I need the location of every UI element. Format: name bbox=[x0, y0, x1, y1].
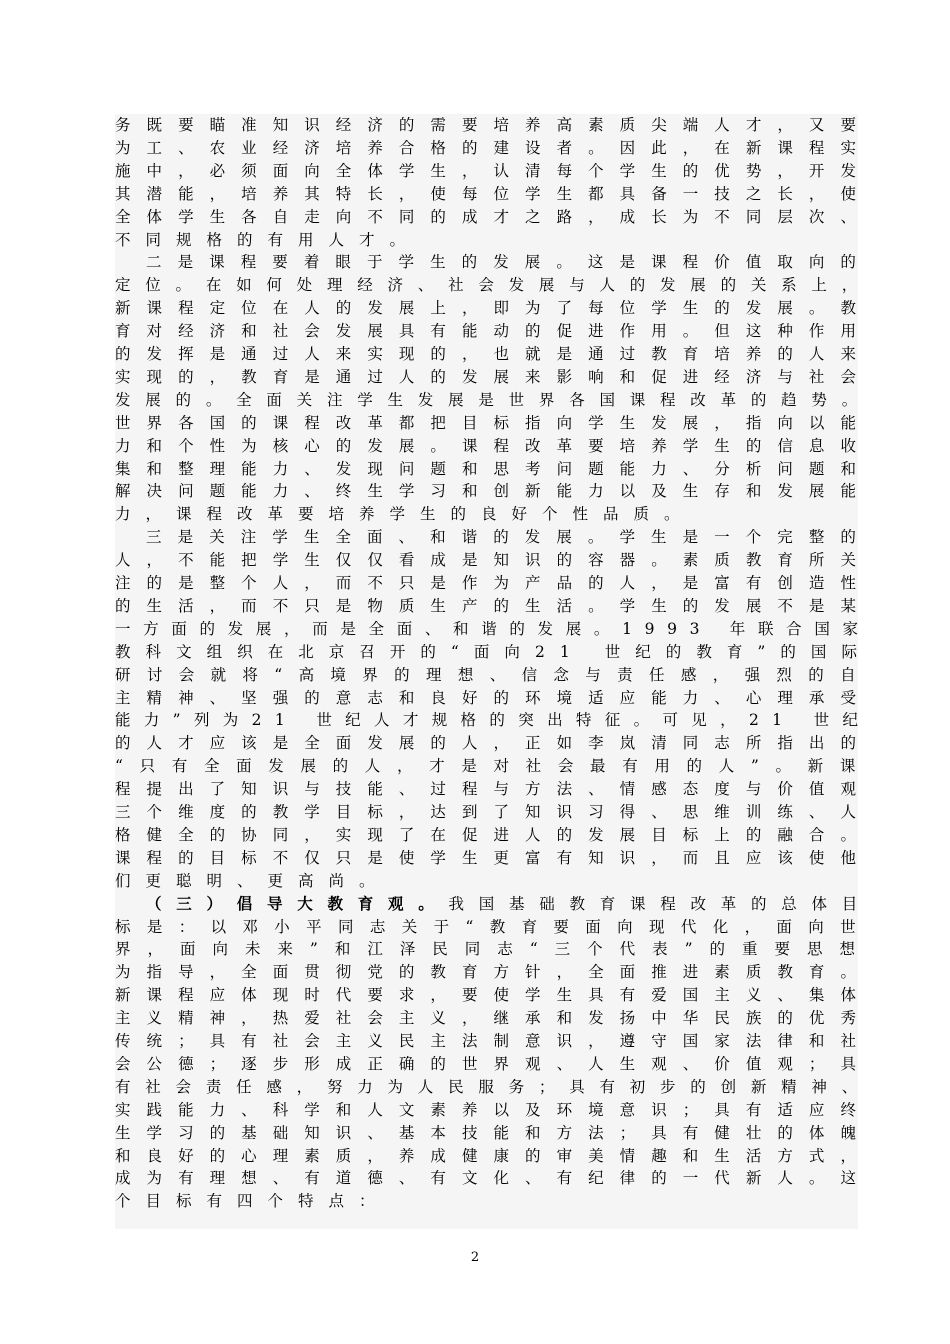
line-text: 育对经济和社会发展具有能动的促进作用。但这种作用 bbox=[115, 322, 872, 341]
text-line-content bbox=[115, 618, 871, 640]
text-line bbox=[115, 1190, 858, 1212]
text-line bbox=[115, 458, 872, 480]
text-line bbox=[115, 595, 872, 617]
text-line bbox=[115, 1122, 872, 1144]
line-text: “只有全面发展的人，才是对社会最有用的人”。新课 bbox=[115, 757, 872, 776]
text-line-content bbox=[115, 160, 872, 182]
line-text: 人，不能把学生仅仅看成是知识的容器。素质教育所关 bbox=[115, 551, 872, 570]
line-text: 三是关注学生全面、和谐的发展。学生是一个完整的 bbox=[146, 528, 872, 547]
text-line bbox=[115, 549, 872, 571]
text-line-content bbox=[115, 961, 872, 983]
text-line bbox=[115, 801, 872, 823]
line-text: 我国基础教育课程改革的总体目 bbox=[448, 894, 872, 913]
text-line-content bbox=[115, 1122, 872, 1144]
text-line-content bbox=[115, 1145, 872, 1167]
text-line-content bbox=[115, 1076, 872, 1098]
text-line-content bbox=[115, 595, 872, 617]
text-line bbox=[115, 297, 872, 319]
text-line-content bbox=[115, 458, 872, 480]
text-line-content bbox=[115, 366, 872, 388]
text-line bbox=[115, 1099, 872, 1121]
text-line-content bbox=[115, 1030, 872, 1052]
line-text: 注的是整个人，而不只是作为产品的人，是富有创造性 bbox=[115, 574, 872, 592]
text-line bbox=[115, 847, 872, 869]
text-line bbox=[115, 1007, 872, 1029]
text-line-content bbox=[115, 801, 872, 823]
text-line bbox=[115, 183, 872, 205]
line-text: 施中，必须面向全体学生，认清每个学生的优势，开发 bbox=[115, 161, 872, 180]
text-line bbox=[115, 1145, 872, 1167]
text-line bbox=[115, 160, 872, 182]
text-line-content bbox=[146, 251, 872, 273]
line-text: 二是课程要着眼于学生的发展。这是课程价值取向的 bbox=[146, 253, 872, 272]
text-line bbox=[115, 870, 858, 892]
text-line bbox=[115, 137, 872, 159]
text-line bbox=[115, 778, 872, 800]
text-line bbox=[115, 1030, 872, 1052]
line-text: 的发挥是通过人来实现的，也就是通过教育培养的人来 bbox=[115, 345, 872, 363]
text-line-content bbox=[115, 732, 872, 754]
text-line-content bbox=[115, 320, 872, 342]
text-line bbox=[115, 274, 872, 296]
line-text: 和良好的心理素质，养成健康的审美情趣和生活方式， bbox=[115, 1146, 872, 1165]
text-line-content bbox=[115, 664, 872, 686]
line-text: 发展的。全面关注学生发展是世界各国课程改革的趋势。 bbox=[115, 390, 872, 409]
line-text: 集和整理能力、发现问题和思考问题能力、分析问题和 bbox=[115, 459, 872, 478]
text-line bbox=[115, 251, 872, 273]
line-text: 教科文组织在北京召开的“面向21 世纪的教育”的国际 bbox=[115, 642, 872, 661]
body-text bbox=[115, 114, 872, 1229]
line-text: 解决问题能力、终生学习和创新能力以及生存和发展能 bbox=[115, 482, 872, 501]
text-line-content bbox=[115, 938, 872, 960]
line-text: 实践能力、科学和人文素养以及环境意识；具有适应终 bbox=[115, 1100, 872, 1119]
text-line-content bbox=[115, 778, 872, 800]
text-line-content bbox=[115, 916, 872, 938]
line-text: 力，课程改革要培养学生的良好个性品质。 bbox=[115, 505, 695, 524]
text-line bbox=[115, 732, 872, 754]
text-line bbox=[115, 343, 872, 365]
text-line bbox=[115, 114, 872, 136]
text-line-content bbox=[115, 1167, 872, 1189]
text-line-content bbox=[115, 412, 872, 434]
line-text: 不同规格的有用人才。 bbox=[115, 230, 421, 249]
line-text: 为指导，全面贯彻党的教育方针，全面推进素质教育。 bbox=[115, 963, 872, 982]
text-line-content bbox=[115, 549, 872, 571]
text-line bbox=[115, 755, 872, 777]
text-line-content bbox=[115, 687, 872, 709]
line-text: 定位。在如何处理经济、社会发展与人的发展的关系上， bbox=[115, 276, 872, 295]
text-line-content bbox=[115, 480, 872, 502]
line-text: 标是：以邓小平同志关于“教育要面向现代化，面向世 bbox=[115, 917, 872, 936]
line-text: 课程的目标不仅只是使学生更富有知识，而且应该使他 bbox=[115, 848, 872, 867]
line-text: 格健全的协同，实现了在促进人的发展目标上的融合。 bbox=[115, 825, 872, 844]
line-text: 为工、农业经济培养合格的建设者。因此，在新课程实 bbox=[115, 138, 872, 157]
text-line-content bbox=[115, 389, 872, 411]
text-line-content bbox=[115, 435, 872, 457]
text-line-content bbox=[115, 709, 871, 731]
text-line-content bbox=[115, 572, 872, 594]
text-line bbox=[115, 389, 872, 411]
text-line bbox=[115, 618, 871, 640]
text-line-content bbox=[115, 503, 695, 525]
text-line-content bbox=[115, 343, 872, 365]
line-text: 程提出了知识与技能、过程与方法、情感态度与价值观 bbox=[115, 780, 872, 799]
text-line bbox=[115, 984, 872, 1006]
text-line bbox=[115, 572, 872, 594]
text-line bbox=[115, 641, 872, 663]
text-line bbox=[115, 435, 872, 457]
line-text: 们更聪明、更高尚。 bbox=[115, 871, 390, 890]
text-line-content bbox=[115, 137, 872, 159]
text-line bbox=[115, 503, 858, 525]
line-text: 务既要瞄准知识经济的需要培养高素质尖端人才，又要 bbox=[115, 116, 872, 134]
text-line bbox=[115, 893, 872, 915]
line-text: 主义精神，热爱社会主义，继承和发扬中华民族的优秀 bbox=[115, 1009, 872, 1028]
text-line-content bbox=[115, 847, 872, 869]
line-text: 生学习的基础知识、基本技能和方法；具有健壮的体魄 bbox=[115, 1123, 872, 1142]
line-text: 主精神、坚强的意志和良好的环境适应能力、心理承受 bbox=[115, 688, 872, 707]
line-text: 研讨会就将“高境界的理想、信念与责任感，强烈的自 bbox=[115, 665, 872, 684]
text-line bbox=[115, 709, 872, 731]
text-line bbox=[115, 824, 872, 846]
text-line bbox=[115, 687, 872, 709]
text-line-content bbox=[115, 183, 872, 205]
line-text: 能力”列为21 世纪人才规格的突出特征。可见，21 世纪 bbox=[115, 711, 872, 730]
text-line bbox=[115, 961, 872, 983]
line-text: 的生活，而不只是物质生产的生活。学生的发展不是某 bbox=[115, 596, 872, 615]
text-line bbox=[115, 938, 872, 960]
text-line-content bbox=[115, 1053, 872, 1075]
text-line bbox=[115, 916, 872, 938]
line-text: 个目标有四个特点： bbox=[115, 1192, 390, 1211]
line-text: 实现的，教育是通过人的发展来影响和促进经济与社会 bbox=[115, 367, 872, 386]
line-text: 新课程应体现时代要求，要使学生具有爱国主义、集体 bbox=[115, 986, 872, 1005]
text-line-content bbox=[146, 893, 872, 915]
line-text: 全体学生各自走向不同的成才之路，成长为不同层次、 bbox=[115, 207, 872, 226]
text-line-content bbox=[146, 526, 872, 548]
section-heading: （三）倡导大教育观。 bbox=[146, 893, 449, 913]
text-line-content bbox=[115, 641, 872, 663]
line-text: 有社会责任感，努力为人民服务；具有初步的创新精神、 bbox=[115, 1077, 872, 1096]
text-line bbox=[115, 206, 872, 228]
text-line bbox=[115, 1053, 872, 1075]
line-text: 成为有理想、有道德、有文化、有纪律的一代新人。这 bbox=[115, 1169, 872, 1188]
line-text: 的人才应该是全面发展的人，正如李岚清同志所指出的 bbox=[115, 734, 872, 753]
line-text: 其潜能，培养其特长，使每位学生都具备一技之长，使 bbox=[115, 184, 872, 203]
text-line-content bbox=[115, 870, 390, 892]
text-line bbox=[115, 366, 872, 388]
line-text: 一方面的发展，而是全面、和谐的发展。1993 年联合国家 bbox=[115, 619, 871, 638]
text-line-content bbox=[115, 229, 420, 251]
text-line bbox=[115, 1076, 872, 1098]
line-text: 会公德；逐步形成正确的世界观、人生观、价值观；具 bbox=[115, 1054, 872, 1073]
text-line-content bbox=[115, 114, 872, 136]
text-line-content bbox=[115, 297, 872, 319]
text-line bbox=[115, 1167, 872, 1189]
line-text: 三个维度的教学目标，达到了知识习得、思维训练、人 bbox=[115, 803, 872, 821]
text-line-content bbox=[115, 274, 872, 296]
text-line-content bbox=[115, 1190, 390, 1212]
text-line-content bbox=[115, 1099, 872, 1121]
line-text: 世界各国的课程改革都把目标指向学生发展，指向以能 bbox=[115, 413, 872, 432]
text-line-content bbox=[115, 984, 872, 1006]
text-line bbox=[115, 664, 872, 686]
text-line-content bbox=[115, 1007, 872, 1029]
line-text: 界，面向未来”和江泽民同志“三个代表”的重要思想 bbox=[115, 940, 872, 959]
page-number: 2 bbox=[470, 1250, 480, 1265]
text-line bbox=[115, 412, 872, 434]
text-line bbox=[115, 480, 872, 502]
text-line bbox=[115, 320, 872, 342]
text-line-content bbox=[115, 824, 872, 846]
line-text: 新课程定位在人的发展上，即为了每位学生的发展。教 bbox=[115, 299, 872, 318]
text-line-content bbox=[115, 206, 872, 228]
line-text: 传统；具有社会主义民主法制意识，遵守国家法律和社 bbox=[115, 1032, 872, 1050]
text-line-content bbox=[115, 755, 872, 777]
text-line bbox=[115, 229, 858, 251]
text-line bbox=[115, 526, 872, 548]
line-text: 力和个性为核心的发展。课程改革要培养学生的信息收 bbox=[115, 436, 872, 455]
